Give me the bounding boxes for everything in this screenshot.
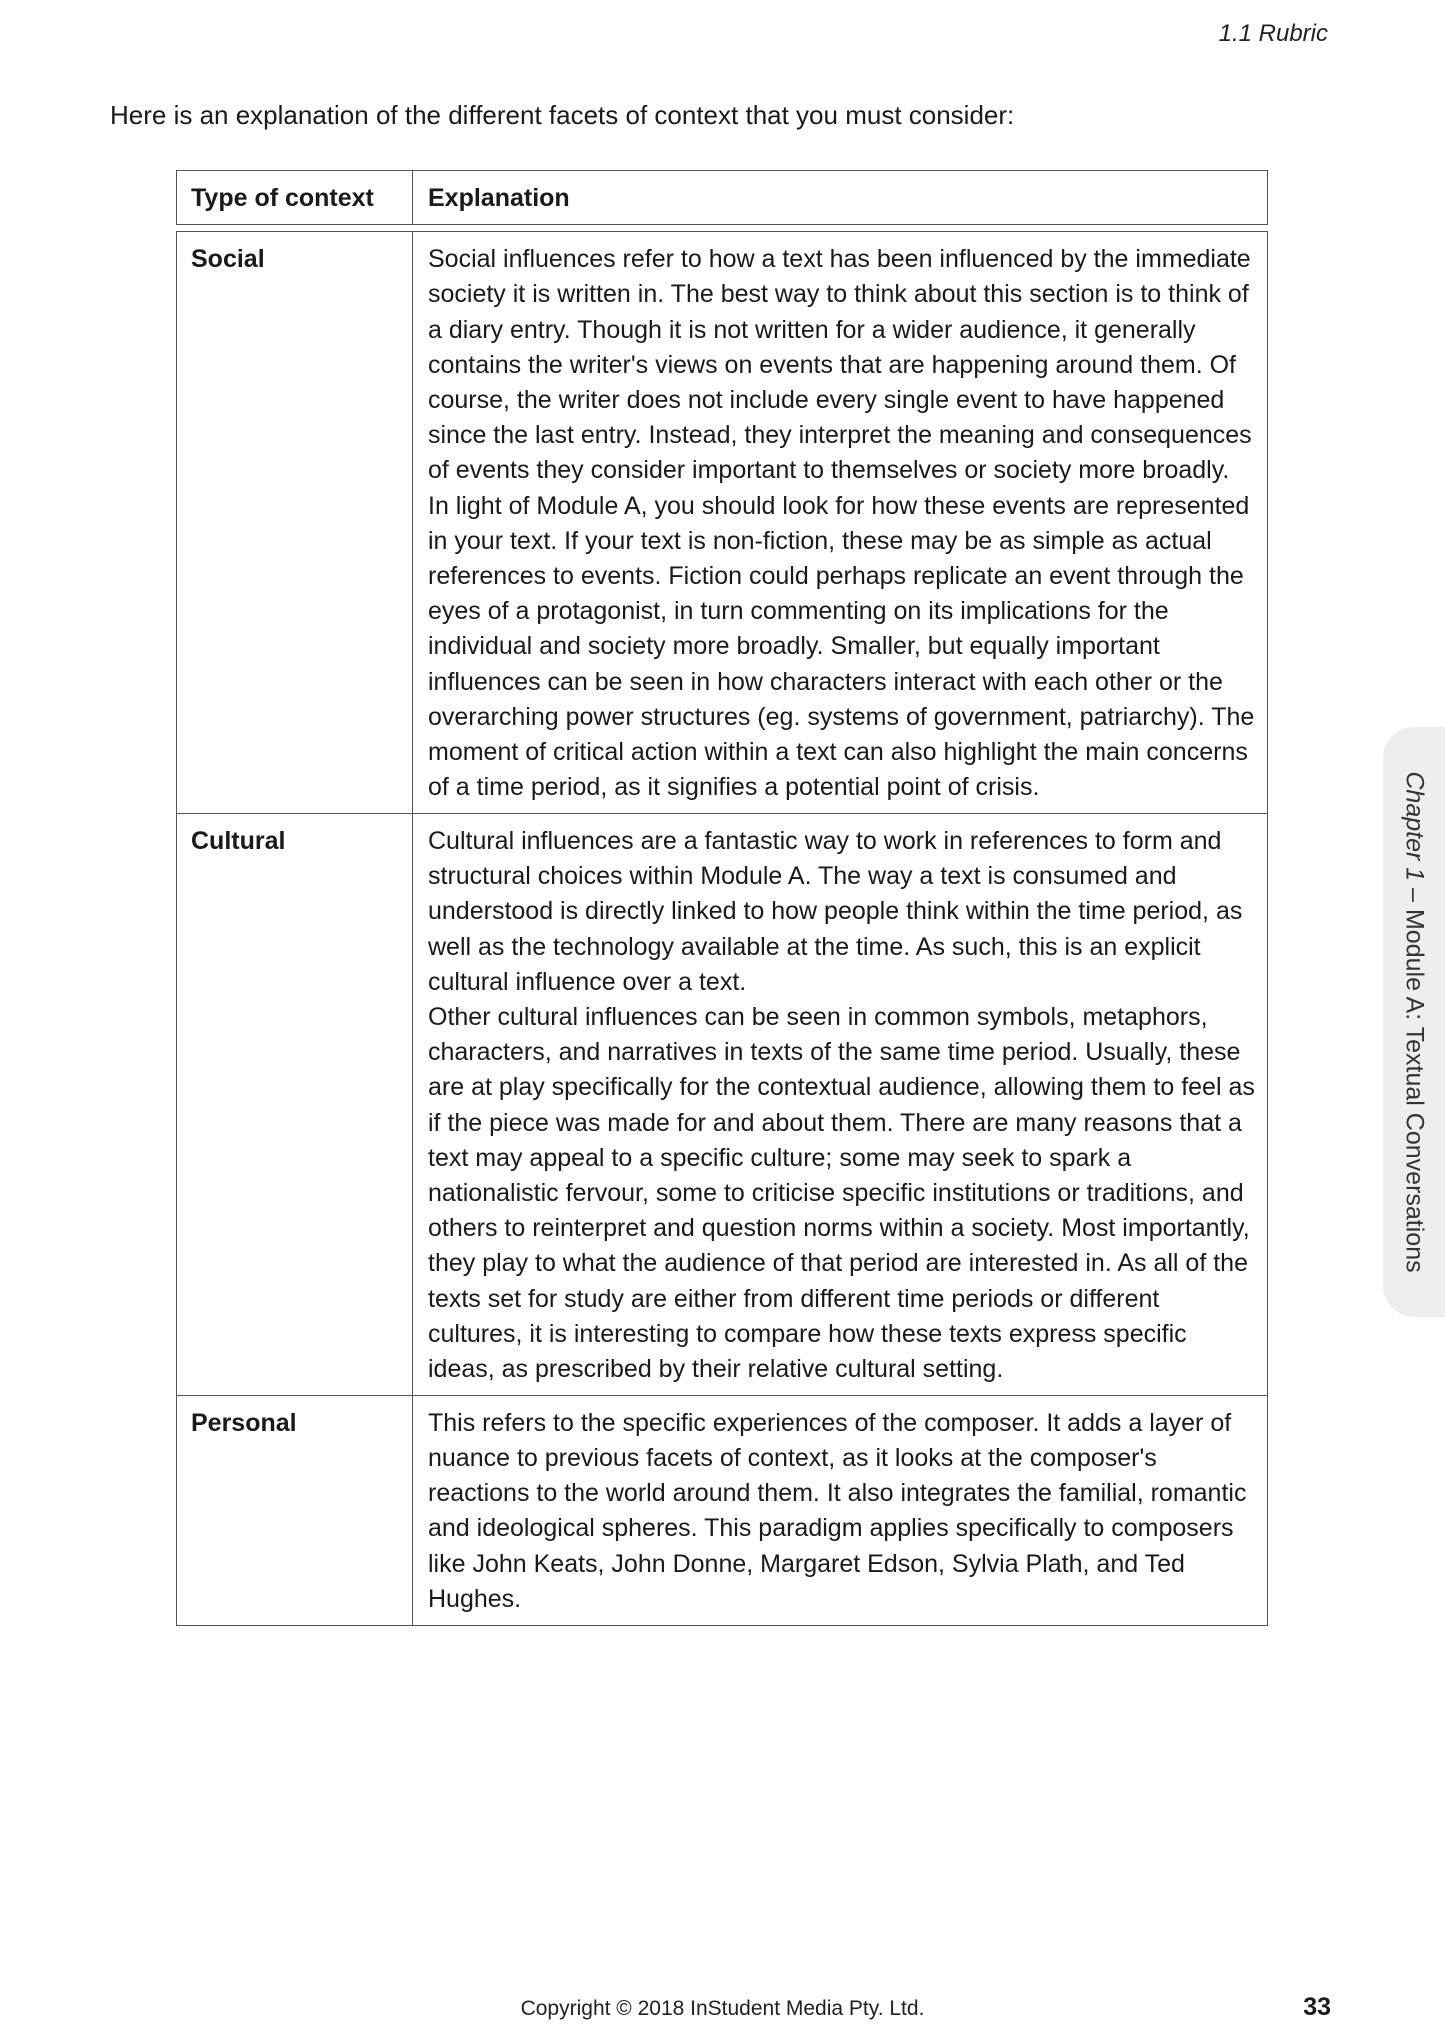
explanation-paragraph: Cultural influences are a fantastic way to work in references to form and structural choices within Module A. The way a text is consumed and understood is directly linked to how people think within the time period, as well as the technology available at the time. As such, this is an explicit cultural influence over a text. <box>428 826 1243 996</box>
table-row-personal <box>176 1395 1268 1626</box>
context-type-personal: Personal <box>177 1396 413 1625</box>
table-header-row <box>176 170 1268 225</box>
context-type-cultural: Cultural <box>177 814 413 1395</box>
explanation-paragraph: This refers to the specific experiences of the composer. It adds a layer of nuance to previous facets of context, as it looks at the composer's reactions to the world around them. It also integrates the familial, romantic and ideological spheres. This paradigm applies specifically to composers like John Keats, John Donne, Margaret Edson, Sylvia Plath, and Ted Hughes. <box>428 1408 1247 1613</box>
explanation-social <box>413 232 1267 813</box>
running-header: 1.1 Rubric <box>1218 20 1328 47</box>
page-number: 33 <box>1303 1993 1331 2021</box>
chapter-side-tab-label <box>1400 771 1429 1272</box>
explanation-personal <box>413 1396 1267 1625</box>
table-row-social <box>176 231 1268 814</box>
footer-copyright: Copyright © 2018 InStudent Media Pty. Ltd. <box>520 1997 925 2020</box>
chapter-number: Chapter 1 <box>1400 771 1429 882</box>
context-type-social: Social <box>177 232 413 813</box>
explanation-paragraph: Social influences refer to how a text has been influenced by the immediate society it is written in. The best way to think about this section is to think of a diary entry. Though it is not written for a wider audience, it generally contains the writer's views on events that are happening around them. Of course, the writer does not include every single event to have happened since the last entry. Instead, they interpret the meaning and consequences of events they consider important to themselves or society more broadly. In light of Module A, you should look for how these events are represented in your text. If your text is non-fiction, these may be as simple as actual references to events. Fiction could perhaps replicate an event through the eyes of a protagonist, in turn commenting on its implications for the individual and society more broadly. Smaller, but equally important influences can be seen in how characters interact with each other or the overarching power structures (eg. systems of government, patriarchy). The moment of critical action within a text can also highlight the main concerns of a time period, as it signifies a potential point of crisis. <box>428 245 1255 802</box>
explanation-paragraph: Other cultural influences can be seen in common symbols, metaphors, characters, and narratives in texts of the same time period. Usually, these are at play specifically for the contextual audience, allowing them to feel as if the piece was made for and about them. There are many reasons that a text may appeal to a specific culture; some may seek to spark a nationalistic fervour, some to criticise specific institutions or traditions, and others to reinterpret and question norms within a society. Most importantly, they play to what the audience of that period are interested in. As all of the texts set for study are either from different time periods or different cultures, it is interesting to compare how these texts express specific ideas, as prescribed by their relative cultural setting. <box>428 1002 1255 1383</box>
chapter-side-tab <box>1383 727 1445 1317</box>
column-header-explanation: Explanation <box>428 184 570 212</box>
intro-text: Here is an explanation of the different facets of context that you must consider: <box>110 100 1015 130</box>
explanation-cultural <box>413 814 1267 1395</box>
context-table <box>176 170 1268 1626</box>
chapter-title: – Module A: Textual Conversations <box>1400 881 1429 1273</box>
column-header-type: Type of context <box>177 171 413 224</box>
table-row-cultural <box>176 813 1268 1396</box>
